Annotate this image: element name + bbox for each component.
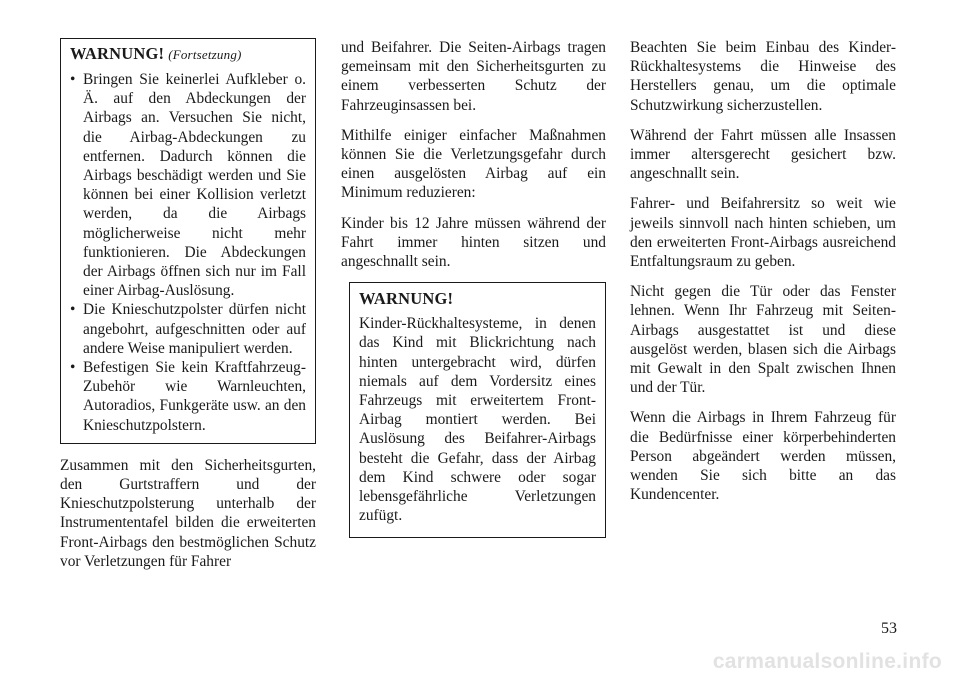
warning-bullet-stickers: • Bringen Sie keinerlei Aufkleber o. Ä. auf den Abdeckungen der Airbags an. Versuchen Sie nicht, die Airbag-Abdeckungen zu entfernen. Dadurch können die Airbags beschädigt werden und Sie können bei einer Kollision verletzt werden, da die Airbags möglicherweise nicht mehr funktionieren. Die Abdeckungen der Airbags öffnen sich nur im Fall einer Airbag-Auslösung.	[70, 70, 306, 300]
warning-bullet-knee-bolster: • Die Knieschutzpolster dürfen nicht angebohrt, aufgeschnitten oder auf andere Weise manipuliert werden.	[70, 300, 306, 358]
page-number: 53	[881, 620, 897, 637]
body-paragraph: Wenn die Airbags in Ihrem Fahrzeug für die Bedürfnisse einer körperbehinderten Person abgeändert werden müssen, wenden Sie sich bitte an das Kundencenter.	[630, 409, 896, 504]
body-paragraph: Beachten Sie beim Einbau des Kinder-Rückhaltesystems die Hinweise des Herstellers genau, um die optimale Schutzwirkung sicherzustellen.	[630, 39, 896, 114]
warning-subheading: (Fortsetzung)	[168, 47, 242, 62]
body-paragraph: Nicht gegen die Tür oder das Fenster lehnen. Wenn Ihr Fahrzeug mit Seiten-Airbags ausgestattet ist und diese ausgelöst werden, blasen sich die Airbags mit Gewalt in den Spalt zwischen Ihnen und der Tür.	[630, 283, 896, 397]
watermark: carmanualsonline.info	[712, 650, 942, 673]
body-paragraph: und Beifahrer. Die Seiten-Airbags tragen gemeinsam mit den Sicherheitsgurten zu einem verbesserten Schutz der Fahrzeuginsassen bei.	[341, 39, 606, 114]
warning-heading: WARNUNG!	[359, 289, 454, 309]
body-paragraph: Mithilfe einiger einfacher Maßnahmen können Sie die Verletzungsgefahr durch einen ausgelösten Airbag auf ein Minimum reduzieren:	[341, 126, 606, 202]
column-right	[630, 38, 896, 515]
body-paragraph: Fahrer- und Beifahrersitz so weit wie jeweils sinnvoll nach hinten schieben, um den erweiterten Front-Airbags ausreichend Entfaltungsraum zu geben.	[630, 195, 896, 271]
body-paragraph: Zusammen mit den Sicherheitsgurten, den Gurtstraffern und der Knieschutzpolsterung unterhalb der Instrumententafel bilden die erweiterten Front-Airbags den bestmöglichen Schutz vor Verletzungen für Fahrer	[60, 456, 316, 570]
body-paragraph: Kinder bis 12 Jahre müssen während der Fahrt immer hinten sitzen und angeschnallt sein.	[341, 214, 606, 271]
warning-heading: WARNUNG! (Fortsetzung)	[70, 44, 242, 63]
warning-bullet-list	[70, 70, 306, 435]
warning-body: Kinder-Rückhaltesysteme, in denen das Kind mit Blickrichtung nach hinten untergebracht wird, dürfen niemals auf dem Vordersitz eines Fahrzeugs mit erweitertem Front-Airbag montiert werden. Bei Auslösung des Beifahrer-Airbags besteht die Gefahr, dass der Airbag dem Kind schwere oder sogar lebensgefährliche Verletzungen zufügt.	[359, 315, 596, 525]
column-left	[60, 38, 316, 582]
column-middle	[341, 38, 606, 538]
body-paragraph: Während der Fahrt müssen alle Insassen immer altersgerecht gesichert bzw. angeschnallt sein.	[630, 126, 896, 183]
warning-box-child-seat	[349, 282, 606, 538]
warning-box-continued	[60, 38, 316, 444]
warning-bullet-accessories: • Befestigen Sie kein Kraftfahrzeug-Zubehör wie Warnleuchten, Autoradios, Funkgeräte usw. an den Knieschutzpolstern.	[70, 358, 306, 435]
